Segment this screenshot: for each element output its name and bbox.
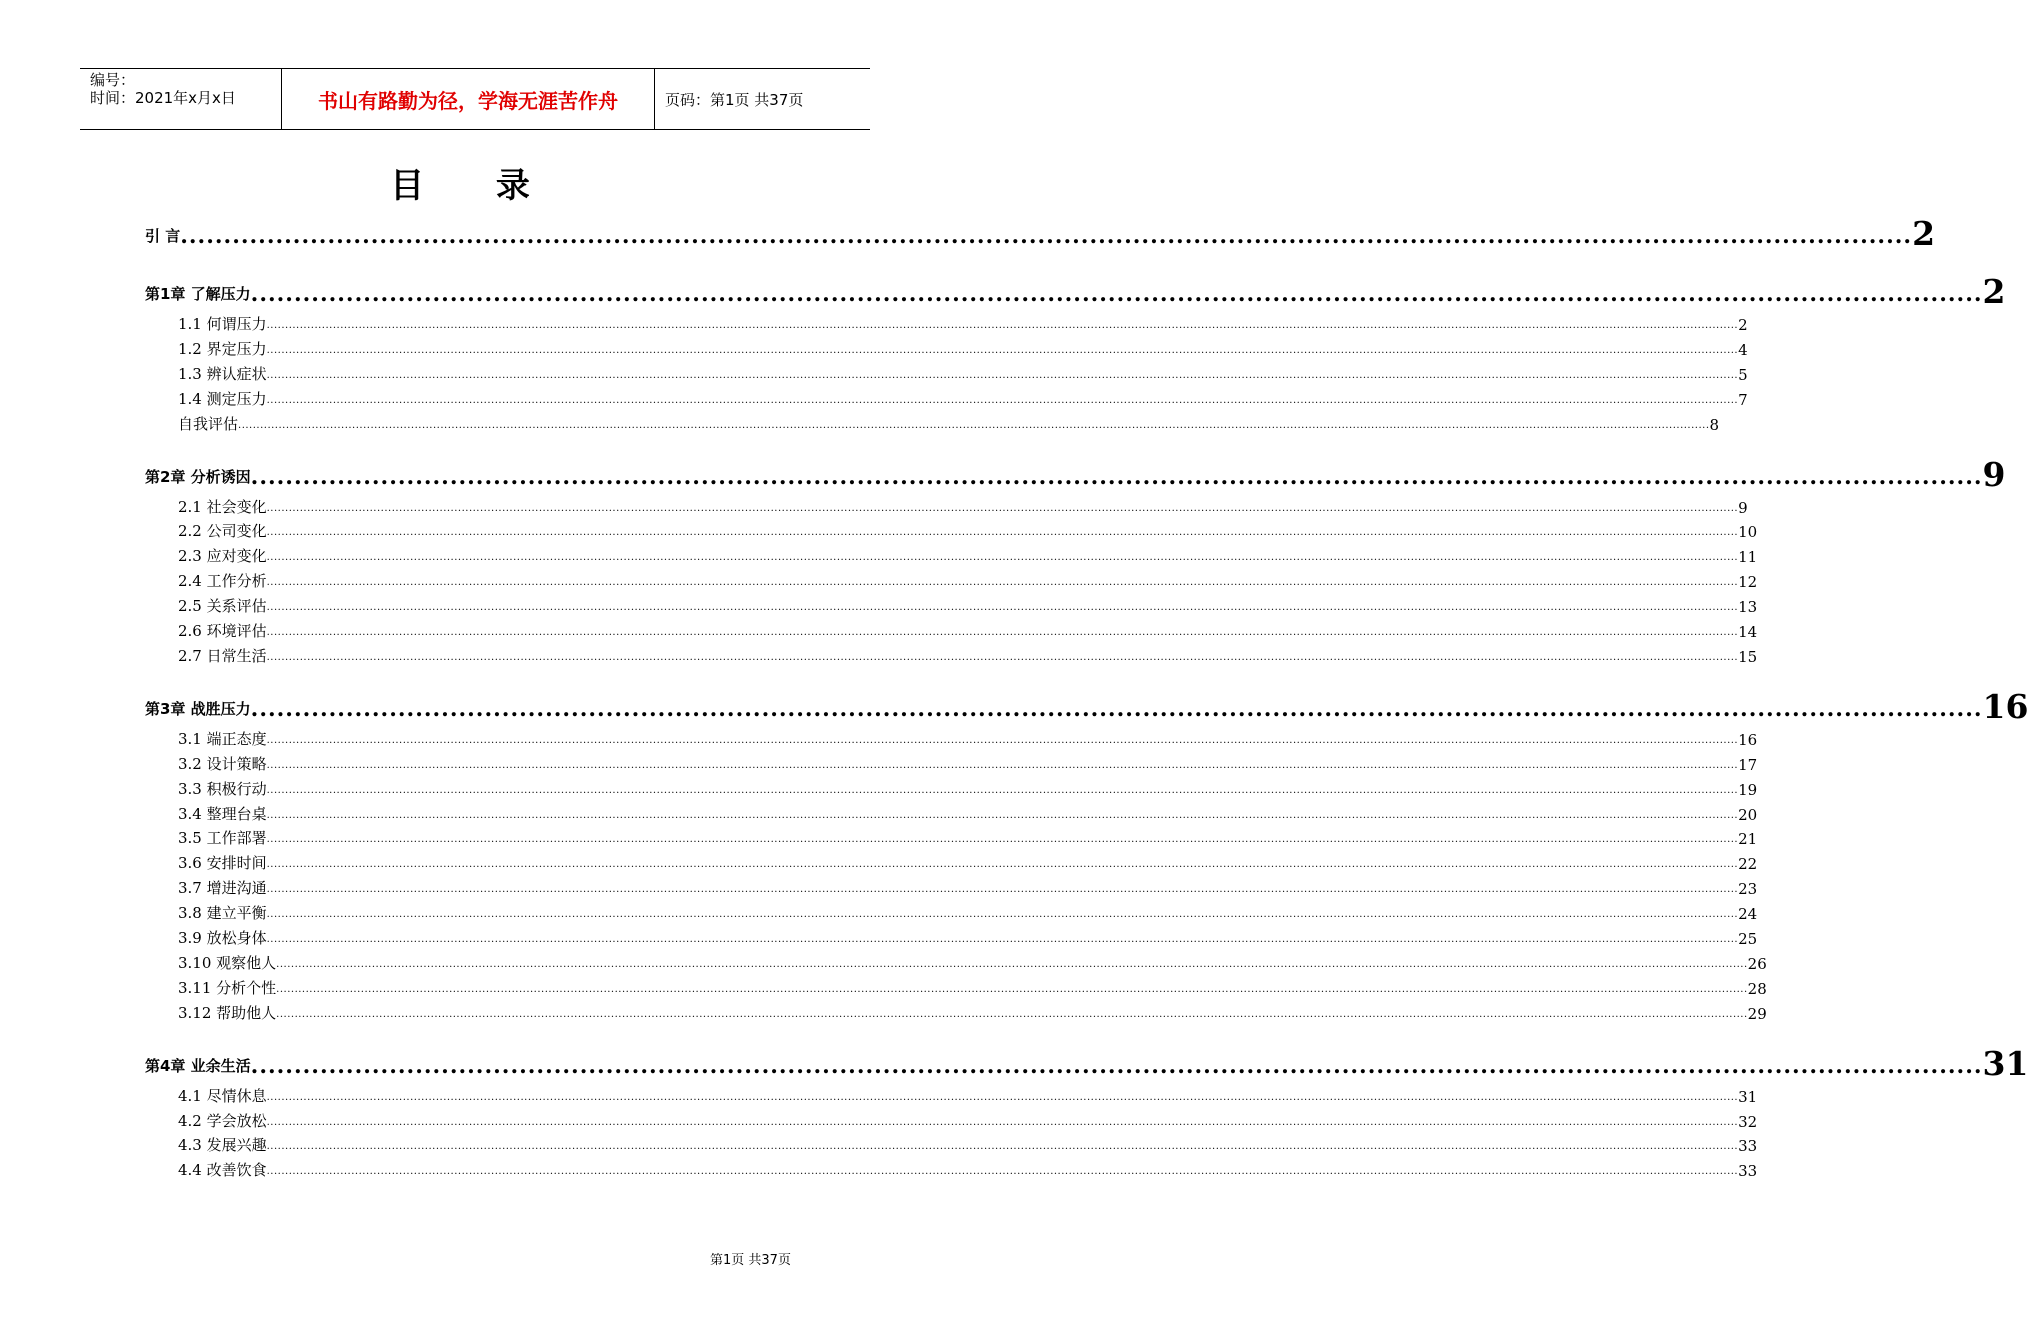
toc-entry-page: 33 [1738, 1137, 1758, 1156]
toc-entry-label: 第3章 战胜压力 [145, 699, 251, 718]
toc-entry-page: 5 [1738, 365, 1748, 384]
toc-leader-dots: ................................................................................................................................................................................................................................................................................................................................................................................................................ [266, 1166, 1739, 1178]
toc-leader-dots: ................................................................................................................................................................................................................................................................................................................................................................................................................ [238, 419, 1710, 431]
toc-entry-page: 2 [1738, 316, 1748, 334]
toc-section-entry[interactable] [178, 729, 1758, 749]
toc-section-entry[interactable] [178, 1086, 1758, 1106]
toc-entry-label: 3.2 设计策略 [178, 754, 267, 773]
toc-leader-dots: ................................................................................................................................................................................................................................................................................................................................................................................................................ [266, 1116, 1739, 1128]
toc-entry-page: 9 [1738, 498, 1748, 517]
toc-section-entry[interactable] [178, 804, 1758, 824]
toc-entry-label: 2.3 应对变化 [178, 547, 267, 566]
toc-leader-dots: ................................................................................................................................................................................................................................................................................................................................................................................................................ [266, 651, 1739, 663]
code-label: 编号： [90, 71, 136, 89]
toc-entry-label: 2.1 社会变化 [178, 497, 267, 516]
toc-entry-page: 28 [1747, 979, 1767, 998]
toc-section-entry[interactable] [178, 571, 1758, 592]
toc-leader-dots: ................................................................................................................................................................................................................................................................................................................................................................................................................ [266, 369, 1739, 381]
toc-entry-page: 20 [1738, 805, 1758, 824]
toc-entry-page: 17 [1738, 755, 1758, 774]
toc-leader-dots: ................................................................................................................................................................................................................................................................................................................................................................................................................ [266, 884, 1739, 896]
toc-entry-label: 2.5 关系评估 [178, 597, 267, 616]
toc-entry-label: 3.5 工作部署 [178, 829, 267, 848]
toc-section-entry[interactable] [178, 779, 1758, 799]
toc-chapter-entry[interactable] [145, 451, 2006, 494]
toc-entry-label: 3.1 端正态度 [178, 729, 267, 748]
toc-leader-dots: ................................................................................................................................................................................................................................................................................................................................................................................................................ [266, 527, 1739, 539]
toc-leader-dots: ........................................................................................................................................................................................................ [250, 463, 1983, 490]
toc-chapter-entry[interactable] [145, 268, 2006, 311]
toc-section-entry[interactable] [178, 621, 1758, 641]
toc-entry-label: 3.4 整理台桌 [178, 804, 267, 823]
toc-entry-page: 7 [1738, 390, 1748, 409]
toc-section-entry[interactable] [178, 1135, 1758, 1156]
toc-leader-dots: ........................................................................................................................................................................................................ [250, 695, 1983, 722]
toc-leader-dots: ........................................................................................................................................................................................................ [180, 223, 1913, 249]
toc-entry-label: 2.6 环境评估 [178, 622, 267, 640]
toc-leader-dots: ........................................................................................................................................................................................................ [250, 1052, 1983, 1079]
toc-section-entry[interactable] [178, 953, 1767, 973]
toc-entry-label: 第2章 分析诱因 [145, 467, 251, 486]
toc-entry-label: 3.9 放松身体 [178, 929, 267, 947]
footer-page-label: 第1页 共37页 [710, 1253, 791, 1268]
toc-section-entry[interactable] [178, 646, 1758, 666]
toc-entry-page: 23 [1738, 880, 1758, 899]
toc-section-entry[interactable] [178, 828, 1758, 849]
toc-leader-dots: ................................................................................................................................................................................................................................................................................................................................................................................................................ [266, 502, 1739, 514]
toc-entry-page: 2 [1912, 214, 1936, 253]
toc-section-entry[interactable] [178, 521, 1758, 542]
toc-leader-dots: ................................................................................................................................................................................................................................................................................................................................................................................................................ [266, 834, 1739, 846]
toc-leader-dots: ................................................................................................................................................................................................................................................................................................................................................................................................................ [266, 577, 1739, 589]
toc-leader-dots: ................................................................................................................................................................................................................................................................................................................................................................................................................ [266, 734, 1739, 746]
toc-leader-dots: ................................................................................................................................................................................................................................................................................................................................................................................................................ [276, 983, 1748, 995]
toc-leader-dots: ................................................................................................................................................................................................................................................................................................................................................................................................................ [266, 859, 1739, 871]
toc-entry-page: 22 [1738, 855, 1758, 874]
toc-entry-page: 29 [1747, 1004, 1767, 1023]
toc-leader-dots: ................................................................................................................................................................................................................................................................................................................................................................................................................ [276, 958, 1748, 970]
toc-entry-label: 自我评估 [178, 414, 239, 433]
toc-section-entry[interactable] [178, 546, 1758, 567]
header-meta [80, 69, 282, 129]
toc-entry-label: 1.2 界定压力 [178, 339, 267, 358]
toc-entry-label: 引 言 [145, 227, 181, 245]
toc-leader-dots: ................................................................................................................................................................................................................................................................................................................................................................................................................ [266, 909, 1739, 921]
toc-entry-page: 10 [1738, 523, 1758, 542]
toc-leader-dots: ................................................................................................................................................................................................................................................................................................................................................................................................................ [266, 344, 1739, 356]
toc-entry-page: 24 [1738, 905, 1758, 924]
header-motto: 书山有路勤为径，学海无涯苦作舟 [282, 69, 655, 129]
toc-entry-page: 33 [1738, 1162, 1758, 1181]
document-header [80, 68, 870, 130]
toc-chapter-entry[interactable] [145, 1040, 2028, 1083]
toc-section-entry[interactable] [178, 878, 1758, 899]
toc-entry-label: 1.4 测定压力 [178, 389, 267, 408]
toc-entry-page: 32 [1738, 1112, 1758, 1131]
toc-chapter-entry[interactable] [145, 683, 2028, 726]
toc-entry-label: 3.8 建立平衡 [178, 904, 267, 923]
toc-entry-page: 15 [1738, 647, 1758, 666]
toc-leader-dots: ................................................................................................................................................................................................................................................................................................................................................................................................................ [266, 934, 1739, 945]
toc-entry-label: 2.7 日常生活 [178, 646, 267, 665]
toc-entry-label: 4.2 学会放松 [178, 1111, 267, 1130]
toc-entry-page: 19 [1738, 780, 1758, 799]
toc-leader-dots: ................................................................................................................................................................................................................................................................................................................................................................................................................ [266, 627, 1739, 638]
header-page-label: 页码：第1页 共37页 [665, 90, 804, 109]
toc-section-entry[interactable] [178, 928, 1758, 948]
toc-entry-label: 4.4 改善饮食 [178, 1161, 267, 1180]
toc-section-entry[interactable] [178, 596, 1758, 617]
toc-section-entry[interactable] [178, 389, 1748, 409]
toc-section-entry[interactable] [178, 978, 1767, 998]
toc-section-entry[interactable] [178, 754, 1758, 774]
toc-leader-dots: ................................................................................................................................................................................................................................................................................................................................................................................................................ [266, 759, 1739, 771]
toc-entry-label: 3.12 帮助他人 [178, 1003, 277, 1022]
toc-entry-page: 16 [1738, 730, 1758, 749]
toc-leader-dots: ................................................................................................................................................................................................................................................................................................................................................................................................................ [266, 602, 1739, 614]
toc-section-entry[interactable] [178, 903, 1758, 924]
toc-entry-label: 3.6 安排时间 [178, 854, 267, 873]
toc-entry-page: 31 [1738, 1087, 1758, 1106]
toc-leader-dots: ................................................................................................................................................................................................................................................................................................................................................................................................................ [266, 394, 1739, 406]
toc-entry-page: 4 [1738, 340, 1748, 359]
toc-entry-page: 31 [1982, 1043, 2028, 1083]
toc-entry-label: 3.11 分析个性 [178, 978, 277, 997]
toc-entry-page: 8 [1709, 415, 1720, 434]
toc-section-entry[interactable] [178, 1111, 1758, 1131]
toc-entry-label: 第1章 了解压力 [145, 285, 251, 303]
toc-leader-dots: ................................................................................................................................................................................................................................................................................................................................................................................................................ [266, 809, 1739, 821]
time-label: 时间：2021年x月x日 [90, 89, 236, 107]
toc-entry-label: 4.1 尽情休息 [178, 1086, 267, 1105]
toc-entry-page: 16 [1982, 686, 2028, 726]
toc-section-entry[interactable] [178, 414, 1720, 434]
toc-entry-label: 2.2 公司变化 [178, 522, 267, 541]
toc-entry-page: 2 [1982, 272, 2006, 311]
toc-entry-page: 26 [1747, 954, 1767, 973]
toc-section-entry[interactable] [178, 314, 1748, 334]
toc-entry-label: 3.7 增进沟通 [178, 879, 267, 898]
toc-section-entry[interactable] [178, 339, 1748, 359]
toc-entry-page: 14 [1738, 623, 1758, 641]
toc-section-entry[interactable] [178, 364, 1748, 384]
toc-entry-page: 12 [1738, 573, 1758, 592]
toc-section-entry[interactable] [178, 497, 1748, 517]
page-title: 目 录 [390, 166, 560, 206]
toc-entry-page: 13 [1738, 598, 1758, 617]
toc-leader-dots: ................................................................................................................................................................................................................................................................................................................................................................................................................ [266, 552, 1739, 564]
toc-entry-page: 21 [1738, 830, 1758, 849]
toc-leader-dots: ................................................................................................................................................................................................................................................................................................................................................................................................................ [276, 1008, 1748, 1020]
toc-leader-dots: ................................................................................................................................................................................................................................................................................................................................................................................................................ [266, 1141, 1739, 1153]
toc-entry-label: 3.3 积极行动 [178, 779, 267, 798]
toc-leader-dots: ................................................................................................................................................................................................................................................................................................................................................................................................................ [266, 320, 1739, 331]
toc-leader-dots: ................................................................................................................................................................................................................................................................................................................................................................................................................ [266, 1091, 1739, 1103]
toc-entry-page: 11 [1738, 548, 1758, 567]
toc-section-entry[interactable] [178, 1160, 1758, 1181]
toc-entry-label: 4.3 发展兴趣 [178, 1136, 267, 1155]
toc-section-entry[interactable] [178, 1003, 1767, 1023]
toc-entry-label: 1.1 何谓压力 [178, 315, 267, 333]
toc-entry-label: 第4章 业余生活 [145, 1056, 251, 1075]
toc-entry-label: 3.10 观察他人 [178, 953, 277, 972]
toc-leader-dots: ........................................................................................................................................................................................................ [250, 281, 1983, 307]
toc-section-entry[interactable] [178, 853, 1758, 874]
toc-chapter-entry[interactable] [145, 210, 1936, 253]
toc-entry-label: 2.4 工作分析 [178, 572, 267, 591]
toc-entry-page: 9 [1982, 454, 2006, 494]
toc-leader-dots: ................................................................................................................................................................................................................................................................................................................................................................................................................ [266, 784, 1739, 796]
toc-entry-label: 1.3 辨认症状 [178, 364, 267, 383]
toc-entry-page: 25 [1738, 930, 1758, 948]
